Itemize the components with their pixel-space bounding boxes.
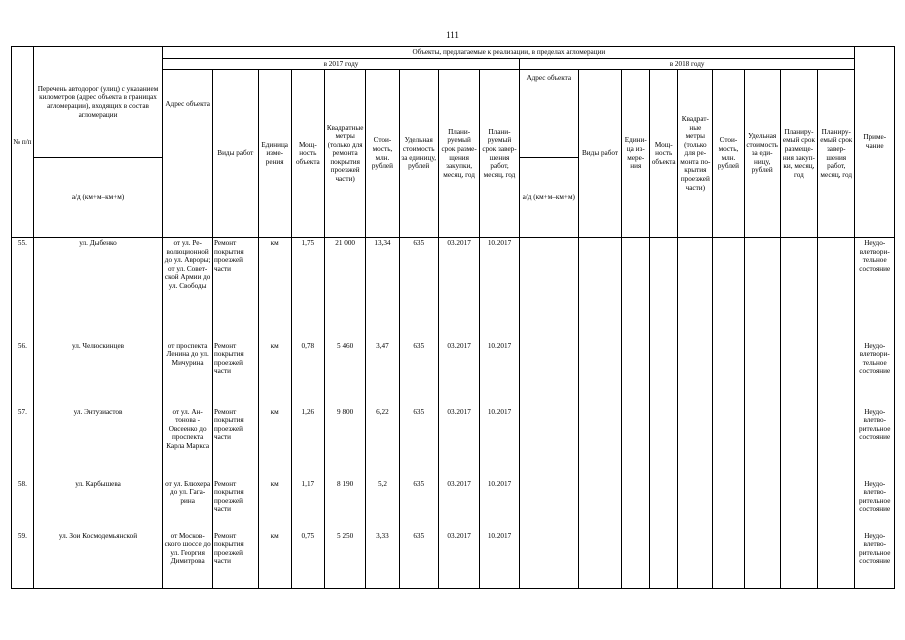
cell-2018-empty xyxy=(622,238,650,341)
col-note-header: Примечание xyxy=(855,47,895,238)
cell-unit-cost: 635 xyxy=(399,479,438,531)
cell-num: 59. xyxy=(12,531,34,589)
cell-address: от ул. Блюхера до ул. Гагарина xyxy=(163,479,213,531)
col-cost-2017: Стоимость, млн. рублей xyxy=(366,70,399,238)
cell-2018-empty xyxy=(578,238,622,341)
cell-2018-empty xyxy=(780,238,817,341)
col-unit-2017: Единица измерения xyxy=(258,70,291,238)
table-row xyxy=(12,531,895,589)
cell-2018-empty xyxy=(744,531,780,589)
cell-2018-empty xyxy=(650,238,678,341)
cell-capacity: 1,17 xyxy=(291,479,324,531)
cell-works: Ремонт покрытия проезжей части xyxy=(213,531,259,589)
table-row xyxy=(12,238,895,341)
cell-2018-empty xyxy=(519,531,578,589)
cell-capacity: 1,75 xyxy=(291,238,324,341)
cell-cost: 3,33 xyxy=(366,531,399,589)
col-unit-cost-2018: Удельная стоимость за единицу, рублей xyxy=(744,70,780,238)
cell-2018-empty xyxy=(622,341,650,407)
cell-cost: 5,2 xyxy=(366,479,399,531)
cell-address: от проспекта Ленина до ул. Мичурина xyxy=(163,341,213,407)
cell-unit: км xyxy=(258,479,291,531)
cell-unit: км xyxy=(258,238,291,341)
cell-capacity: 0,75 xyxy=(291,531,324,589)
cell-num: 55. xyxy=(12,238,34,341)
cell-address: от ул. Антонова - Овсеенко до проспекта Карла Маркса xyxy=(163,407,213,479)
cell-works: Ремонт покрытия проезжей части xyxy=(213,479,259,531)
cell-finish: 10.2017 xyxy=(480,407,519,479)
cell-finish: 10.2017 xyxy=(480,238,519,341)
cell-capacity: 0,78 xyxy=(291,341,324,407)
col-procure-2017: Планируемый срок размещения закупки, месяц, год xyxy=(438,70,479,238)
cell-street: ул. Дыбенко xyxy=(33,238,163,341)
cell-finish: 10.2017 xyxy=(480,531,519,589)
cell-procure: 03.2017 xyxy=(438,341,479,407)
cell-area: 9 800 xyxy=(324,407,365,479)
cell-capacity: 1,26 xyxy=(291,407,324,479)
cell-unit: км xyxy=(258,531,291,589)
col-list-header: Перечень автодорог (улиц) с указанием километров (адрес объекта в границах агломерации), входящих в состав агломерации xyxy=(33,47,163,158)
cell-street: ул. Карбышева xyxy=(33,479,163,531)
cell-2018-empty xyxy=(713,238,744,341)
cell-2018-empty xyxy=(650,407,678,479)
cell-2018-empty xyxy=(744,238,780,341)
cell-2018-empty xyxy=(578,479,622,531)
cell-2018-empty xyxy=(713,479,744,531)
col-finish-2018: Планируемый срок завершения работ, месяц, год xyxy=(818,70,855,238)
cell-procure: 03.2017 xyxy=(438,407,479,479)
objects-title: Объекты, предлагаемые к реализации, в пределах агломерации xyxy=(163,47,855,59)
cell-2018-empty xyxy=(780,407,817,479)
cell-area: 8 190 xyxy=(324,479,365,531)
col-list-sub-header: а/д (км+м–км+м) xyxy=(33,158,163,238)
cell-address: от Московского шоссе до ул. Георгия Димитрова xyxy=(163,531,213,589)
col-area-2018: Квадратные метры (только для ремонта покрытия проезжей части) xyxy=(678,70,713,238)
cell-2018-empty xyxy=(578,341,622,407)
cell-2018-empty xyxy=(578,407,622,479)
cell-2018-empty xyxy=(519,407,578,479)
cell-2018-empty xyxy=(519,341,578,407)
cell-cost: 13,34 xyxy=(366,238,399,341)
cell-unit-cost: 635 xyxy=(399,341,438,407)
col-cost-2018: Стоимость, млн. рублей xyxy=(713,70,744,238)
cell-2018-empty xyxy=(678,341,713,407)
cell-area: 21 000 xyxy=(324,238,365,341)
cell-works: Ремонт покрытия проезжей части xyxy=(213,407,259,479)
cell-2018-empty xyxy=(578,531,622,589)
cell-note: Неудовлетворительное состояние xyxy=(855,238,895,341)
col-address-2017: Адрес объекта xyxy=(163,70,213,238)
cell-2018-empty xyxy=(678,238,713,341)
cell-2018-empty xyxy=(678,531,713,589)
cell-procure: 03.2017 xyxy=(438,238,479,341)
cell-finish: 10.2017 xyxy=(480,479,519,531)
col-address-2018: Адрес объекта xyxy=(519,70,578,158)
cell-procure: 03.2017 xyxy=(438,531,479,589)
cell-2018-empty xyxy=(650,341,678,407)
col-unit-cost-2017: Удельная стоимость за единицу, рублей xyxy=(399,70,438,238)
cell-num: 57. xyxy=(12,407,34,479)
cell-note: Неудовлетворительное состояние xyxy=(855,341,895,407)
cell-2018-empty xyxy=(818,238,855,341)
cell-2018-empty xyxy=(744,407,780,479)
cell-num: 58. xyxy=(12,479,34,531)
cell-unit-cost: 635 xyxy=(399,407,438,479)
cell-2018-empty xyxy=(818,479,855,531)
cell-2018-empty xyxy=(650,479,678,531)
cell-street: ул. Зои Космодемьянской xyxy=(33,531,163,589)
cell-num: 56. xyxy=(12,341,34,407)
cell-2018-empty xyxy=(622,479,650,531)
col-procure-2018: Планируемый срок размещения закупки, месяц, год xyxy=(780,70,817,238)
cell-2018-empty xyxy=(519,479,578,531)
cell-unit-cost: 635 xyxy=(399,531,438,589)
cell-note: Неудовлетворительное состояние xyxy=(855,531,895,589)
cell-2018-empty xyxy=(818,341,855,407)
page-number: 111 xyxy=(446,30,459,40)
cell-2018-empty xyxy=(678,479,713,531)
table-row xyxy=(12,407,895,479)
cell-procure: 03.2017 xyxy=(438,479,479,531)
col-area-2017: Квадратные метры (только для ремонта покрытия проезжей части) xyxy=(324,70,365,238)
cell-street: ул. Челюскинцев xyxy=(33,341,163,407)
cell-cost: 6,22 xyxy=(366,407,399,479)
cell-2018-empty xyxy=(780,479,817,531)
cell-area: 5 460 xyxy=(324,341,365,407)
year-2017-header: в 2017 году xyxy=(163,58,519,70)
cell-note: Неудовлетворительное состояние xyxy=(855,407,895,479)
cell-unit: км xyxy=(258,341,291,407)
cell-area: 5 250 xyxy=(324,531,365,589)
cell-2018-empty xyxy=(818,407,855,479)
col-capacity-2017: Мощность объекта xyxy=(291,70,324,238)
cell-cost: 3,47 xyxy=(366,341,399,407)
cell-2018-empty xyxy=(744,479,780,531)
col-works-2018: Виды работ xyxy=(578,70,622,238)
cell-2018-empty xyxy=(519,238,578,341)
cell-2018-empty xyxy=(622,531,650,589)
cell-2018-empty xyxy=(650,531,678,589)
col-finish-2017: Планируемый срок завершения работ, месяц, год xyxy=(480,70,519,238)
cell-2018-empty xyxy=(622,407,650,479)
cell-street: ул. Энтузиастов xyxy=(33,407,163,479)
table-row xyxy=(12,479,895,531)
cell-2018-empty xyxy=(678,407,713,479)
cell-address: от ул. Революционной до ул. Авроры; от ул. Советской Армии до ул. Свободы xyxy=(163,238,213,341)
cell-2018-empty xyxy=(818,531,855,589)
cell-2018-empty xyxy=(744,341,780,407)
cell-works: Ремонт покрытия проезжей части xyxy=(213,238,259,341)
cell-works: Ремонт покрытия проезжей части xyxy=(213,341,259,407)
cell-2018-empty xyxy=(780,531,817,589)
cell-finish: 10.2017 xyxy=(480,341,519,407)
cell-2018-empty xyxy=(780,341,817,407)
cell-unit-cost: 635 xyxy=(399,238,438,341)
year-2018-header: в 2018 году xyxy=(519,58,855,70)
col-unit-2018: Единица измерения xyxy=(622,70,650,238)
cell-unit: км xyxy=(258,407,291,479)
col-capacity-2018: Мощность объекта xyxy=(650,70,678,238)
roads-table xyxy=(11,46,895,589)
col-works-2017: Виды работ xyxy=(213,70,259,238)
col-address-2018-sub: а/д (км+м–км+м) xyxy=(519,158,578,238)
cell-2018-empty xyxy=(713,531,744,589)
table-row xyxy=(12,341,895,407)
col-number-header: № п/п xyxy=(12,47,34,238)
cell-2018-empty xyxy=(713,341,744,407)
cell-2018-empty xyxy=(713,407,744,479)
cell-note: Неудовлетворительное состояние xyxy=(855,479,895,531)
